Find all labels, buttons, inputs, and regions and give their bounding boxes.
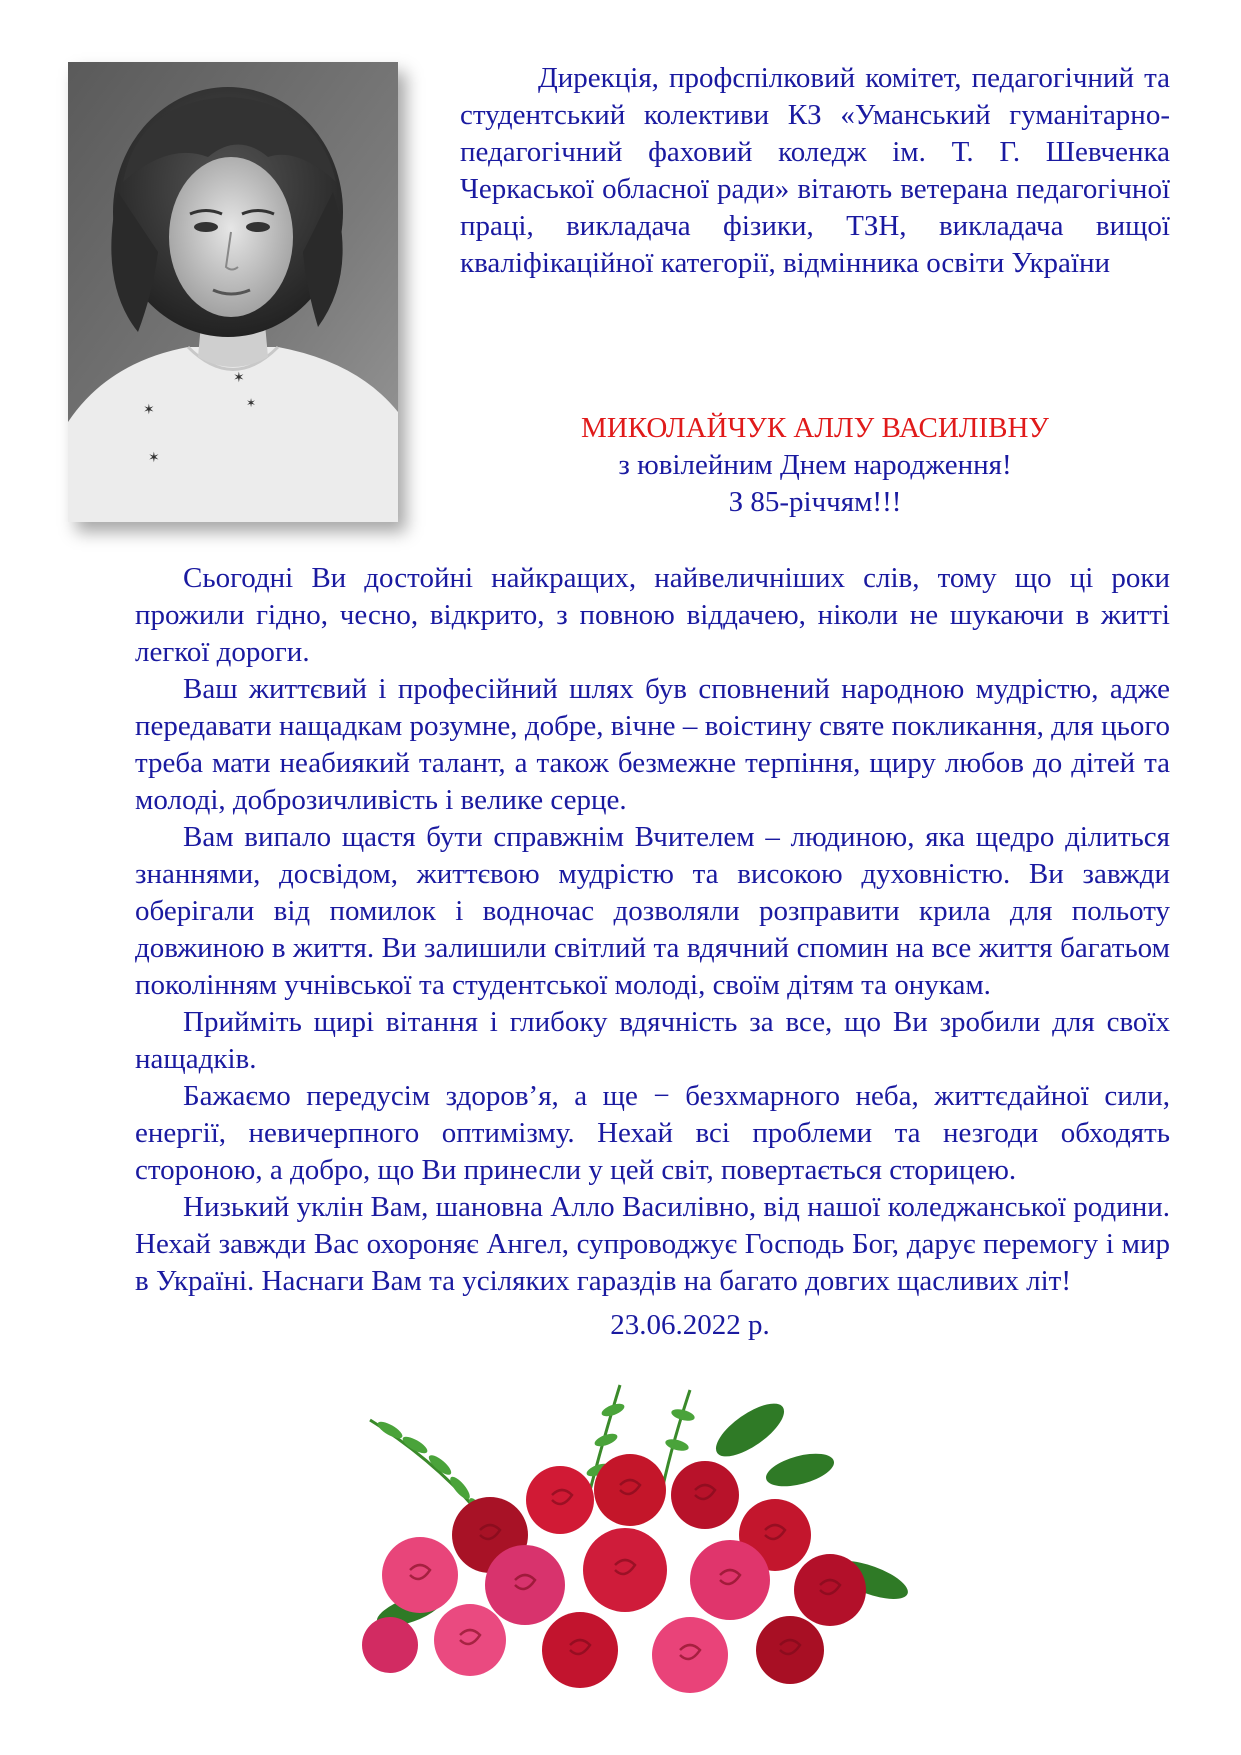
anniversary-line: З 85-річчям!!! (728, 486, 902, 518)
portrait-photo-icon (68, 62, 398, 522)
svg-text:✶: ✶ (246, 396, 257, 410)
paragraph: Сьогодні Ви достойні найкращих, найвеличніших слів, тому що ці роки прожили гідно, чесно, відкрито, з повною віддачею, ніколи не шукаючи в житті легкої дороги. (135, 562, 1170, 668)
greeting-header (460, 60, 1170, 282)
portrait-photo (68, 62, 398, 522)
letter-body (135, 560, 1170, 1300)
paragraph: Низький уклін Вам, шановна Алло Василівно, від нашої коледжанської родини. Нехай завжди Вас охороняє Ангел, супроводжує Господь Бог, дарує перемогу і мир в Україні. Наснаги Вам та усіляких гараздів на багато довгих щасливих літ! (135, 1191, 1170, 1297)
honoree-name: МИКОЛАЙЧУК АЛЛУ ВАСИЛІВНУ (581, 412, 1049, 444)
roses-bouquet (330, 1370, 930, 1700)
intro-text: Дирекція, профспілковий комітет, педагогічний та студентський колективи КЗ «Уманський гуманітарно-педагогічний фаховий коледж ім. Т. Г. Шевченка Черкаської обласної ради» вітають ветерана педагогічної праці, викладача фізики, ТЗН, викладача вищої кваліфікаційної категорії, відмінника освіти України (460, 62, 1170, 279)
honoree-block (460, 410, 1170, 521)
svg-text:✶: ✶ (148, 451, 160, 466)
paragraph: Прийміть щирі вітання і глибоку вдячність за все, що Ви зробили для своїх нащадків. (135, 1006, 1170, 1075)
paragraph: Бажаємо передусім здоров’я, а ще − безхмарного неба, життєдайної сили, енергії, невичерпного оптимізму. Нехай всі проблеми та незгоди обходять стороною, а добро, що Ви принесли у цей світ, повертається сторицею. (135, 1080, 1170, 1186)
paragraph: Ваш життєвий і професійний шлях був сповнений народною мудрістю, адже передавати нащадкам розумне, добре, вічне – воістину святе покликання, для цього треба мати неабиякий талант, а також безмежне терпіння, щиру любов до дітей та молоді, доброзичливість і велике серце. (135, 673, 1170, 816)
svg-text:✶: ✶ (143, 403, 155, 418)
birthday-greeting: з ювілейним Днем народження! (618, 449, 1012, 481)
svg-text:✶: ✶ (233, 371, 245, 386)
paragraph: Вам випало щастя бути справжнім Вчителем – людиною, яка щедро ділиться знаннями, досвідом, життєвою мудрістю та високою духовністю. Ви завжди оберігали від помилок і водночас дозволяли розправити крила для польоту довжиною в життя. Ви залишили світлий та вдячний спомин на все життя багатьом поколінням учнівської та студентської молоді, своїм дітям та онукам. (135, 821, 1170, 1001)
letter-date: 23.06.2022 р. (610, 1309, 770, 1341)
roses-bouquet-icon (330, 1370, 930, 1700)
